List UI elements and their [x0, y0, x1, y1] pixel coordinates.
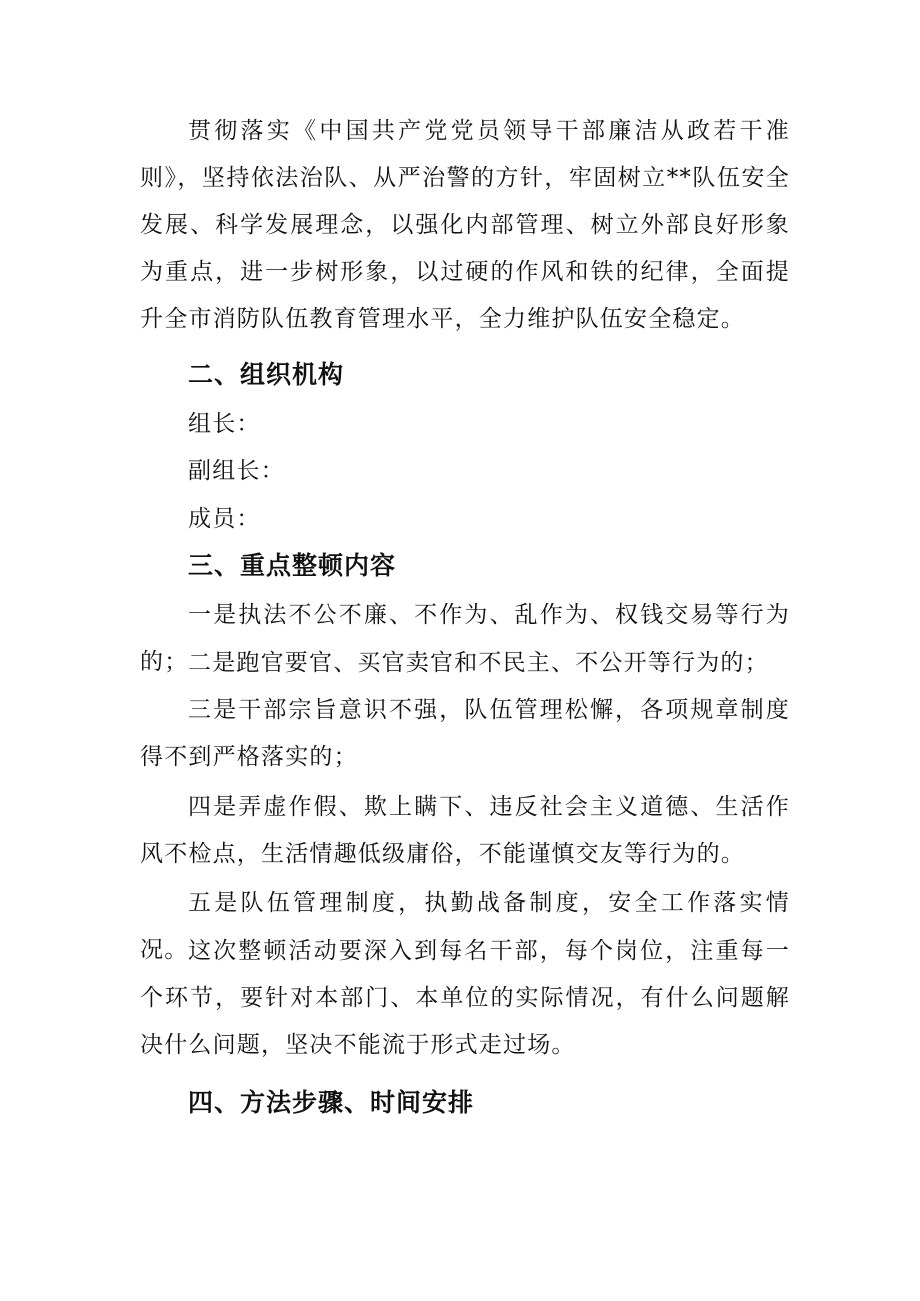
section-heading-methods: 四、方法步骤、时间安排 — [188, 1088, 475, 1117]
list-item: 一是执法不公不廉、不作为、乱作为、权钱交易等行为的； — [140, 602, 790, 675]
intro-paragraph: 贯彻落实《中国共产党党员领导干部廉洁从政若干准则》，坚持依法治队、从严治警的方针，牢固树立**队伍安全发展、科学发展理念，以强化内部管理、树立外部良好形象为重点，进一步树形象，以过硬的作风和铁的纪律，全面提升全市消防队伍教育管理水平，全力维护队伍安全稳定。 — [140, 118, 790, 332]
members-label: 成员： — [188, 506, 261, 532]
section-heading-organization: 二、组织机构 — [188, 360, 345, 389]
list-item: 五是队伍管理制度，执勤战备制度，安全工作落实情况。 — [140, 890, 790, 963]
deputy-leader-label: 副组长： — [188, 458, 285, 484]
list-item: 二是跑官要官、买官卖官和不民主、不公开等行为的； — [188, 650, 769, 676]
list-item: 三是干部宗旨意识不强，队伍管理松懈，各项规章制度得不到严格落实的； — [140, 697, 790, 770]
section-heading-key-content: 三、重点整顿内容 — [188, 551, 397, 580]
leader-label: 组长： — [188, 411, 261, 437]
list-item: 四是弄虚作假、欺上瞒下、违反社会主义道德、生活作风不检点，生活情趣低级庸俗，不能谨慎交友等行为的。 — [140, 794, 790, 867]
closing-paragraph: 这次整顿活动要深入到每名干部，每个岗位，注重每一个环节，要针对本部门、本单位的实际情况，有什么问题解决什么问题，坚决不能流于形式走过场。 — [140, 938, 790, 1058]
